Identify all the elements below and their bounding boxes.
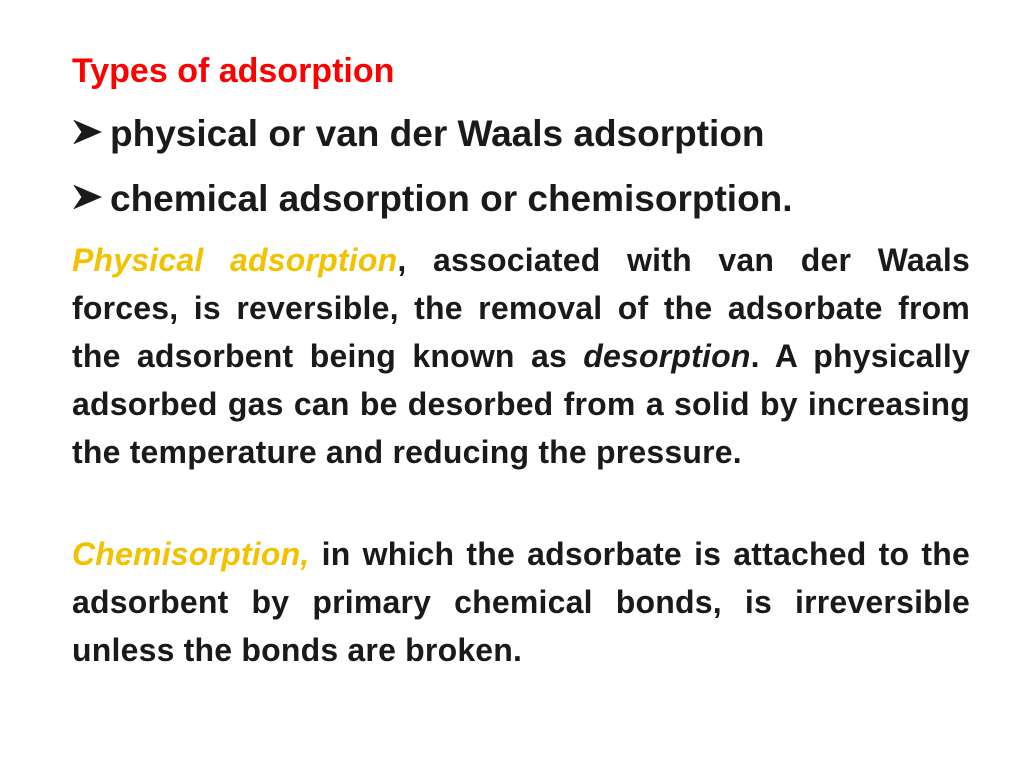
bullet-text: chemical adsorption or chemisorption. <box>110 178 793 219</box>
arrow-bullet-icon <box>72 118 104 146</box>
paragraph-physical-adsorption <box>72 236 970 476</box>
paragraph-text: in which the adsorbate is attached to the adsorbent by primary chemical bonds, is irreversible unless the bonds are broken. <box>72 536 970 668</box>
term-physical-adsorption: Physical adsorption <box>72 242 398 278</box>
slide-heading: Types of adsorption <box>72 52 395 90</box>
bullet-item-physical <box>72 113 765 155</box>
bullet-text: physical or van der Waals adsorption <box>110 113 765 154</box>
bullet-item-chemical <box>72 178 793 220</box>
paragraph-text: . A physically adsorbed gas can be desorbed from a solid by increasing the temperature and reducing the pressure. <box>72 338 970 470</box>
paragraph-text: , associated with van der Waals forces, is reversible, the removal of the adsorbate from the adsorbent being known as <box>72 242 970 374</box>
term-desorption: desorption <box>583 338 751 374</box>
paragraph-chemisorption <box>72 530 970 674</box>
term-chemisorption: Chemisorption, <box>72 536 310 572</box>
arrow-bullet-icon <box>72 183 104 211</box>
